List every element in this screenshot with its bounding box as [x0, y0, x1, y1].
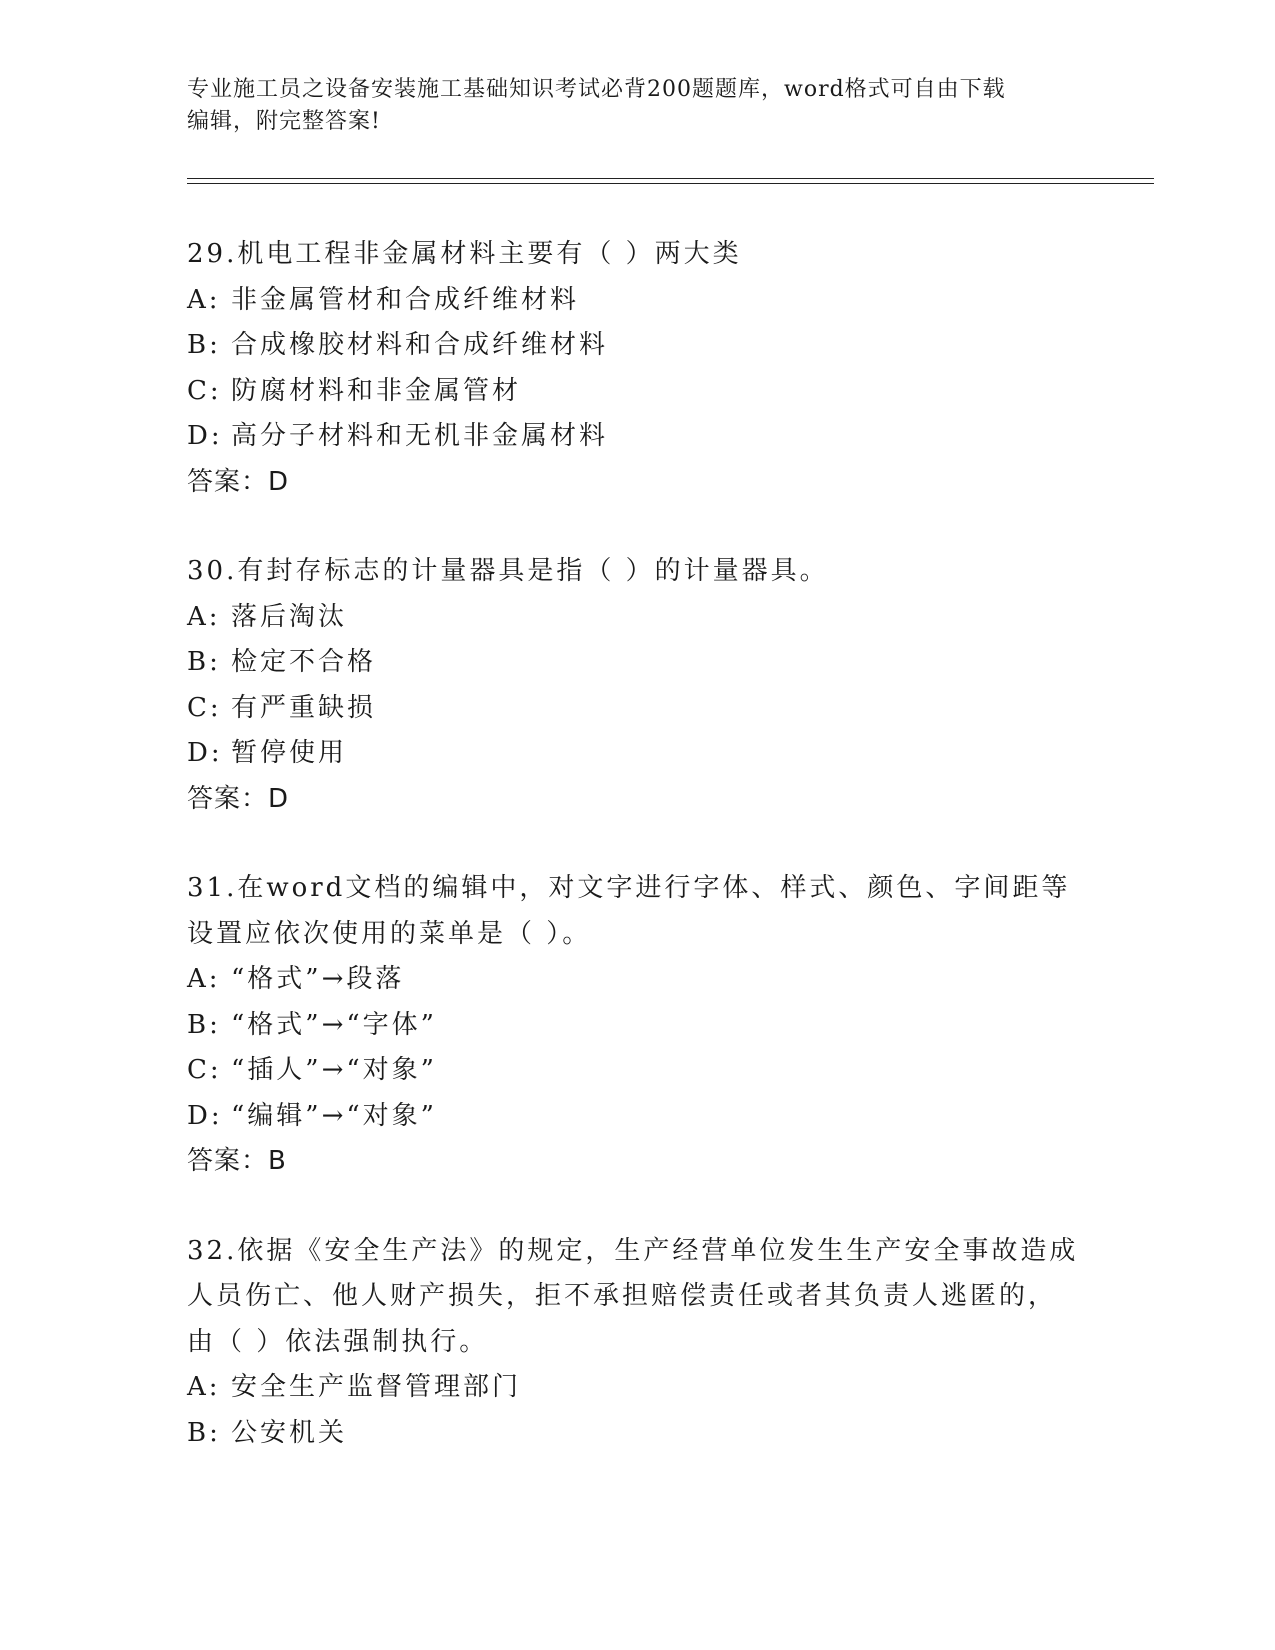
answer-option	[187, 323, 1087, 369]
option-text: 安全生产监督管理部门	[231, 1372, 522, 1402]
option-key: B:	[187, 330, 221, 360]
question-text-line: 32.依据《安全生产法》的规定，生产经营单位发生生产安全事故造成	[187, 1235, 1079, 1266]
answer-option	[187, 278, 1087, 324]
header-title-line-1: 专业施工员之设备安装施工基础知识考试必背200题题库，word格式可自由下载	[187, 77, 1006, 102]
option-key: D:	[187, 1100, 223, 1131]
option-key: D:	[187, 421, 223, 451]
answer-option	[187, 686, 1087, 732]
question-text-line: 人员伤亡、他人财产损失，拒不承担赔偿责任或者其负责人逃匿的，	[187, 1281, 1058, 1311]
option-key: A:	[187, 964, 221, 994]
question-item	[187, 866, 1087, 1185]
answer-option	[187, 369, 1087, 415]
option-text: 合成橡胶材料和合成纤维材料	[231, 330, 609, 360]
option-key: C:	[187, 375, 222, 406]
answer-option	[187, 1411, 1087, 1457]
question-item	[187, 232, 1087, 505]
answer-line: 答案：D	[187, 783, 290, 814]
question-item	[187, 1229, 1087, 1457]
option-text: 有严重缺损	[231, 692, 377, 723]
answer-option	[187, 414, 1087, 460]
option-text: 非金属管材和合成纤维材料	[231, 284, 580, 315]
option-key: D:	[187, 738, 223, 768]
answer-option	[187, 957, 1087, 1003]
option-text: “编辑”→“对象”	[231, 1100, 437, 1131]
option-text: “格式”→段落	[231, 964, 405, 994]
option-text: 公安机关	[231, 1417, 348, 1448]
option-text: 落后淘汰	[231, 601, 348, 632]
question-text-line: 30.有封存标志的计量器具是指（ ）的计量器具。	[187, 556, 829, 586]
option-text: “格式”→“字体”	[231, 1009, 437, 1040]
option-key: A:	[187, 1372, 221, 1402]
answer-option	[187, 595, 1087, 641]
answer-option	[187, 1094, 1087, 1140]
answer-option	[187, 731, 1087, 777]
answer-option	[187, 1365, 1087, 1411]
question-item	[187, 549, 1087, 822]
header-divider-top	[187, 178, 1154, 179]
answer-option	[187, 640, 1087, 686]
document-header	[187, 74, 1067, 138]
answer-option	[187, 1003, 1087, 1049]
question-text-line: 29.机电工程非金属材料主要有（ ）两大类	[187, 239, 742, 269]
question-text-line: 由（ ）依法强制执行。	[187, 1326, 489, 1357]
option-key: B:	[187, 647, 221, 677]
option-text: 高分子材料和无机非金属材料	[231, 421, 609, 451]
answer-line: 答案：D	[187, 466, 290, 497]
option-key: C:	[187, 1055, 222, 1085]
option-text: 检定不合格	[231, 647, 377, 677]
option-text: “插人”→“对象”	[231, 1055, 437, 1085]
question-list	[187, 232, 1087, 1500]
answer-line: 答案：B	[187, 1146, 287, 1176]
answer-option	[187, 1048, 1087, 1094]
question-text-line: 31.在word文档的编辑中，对文字进行字体、样式、颜色、字间距等	[187, 873, 1071, 903]
option-key: B:	[187, 1009, 221, 1040]
header-title-line-2: 编辑，附完整答案!	[187, 109, 381, 134]
option-key: A:	[187, 284, 221, 315]
option-key: C:	[187, 692, 222, 723]
option-text: 防腐材料和非金属管材	[231, 375, 522, 406]
header-divider-bottom	[187, 183, 1154, 184]
option-key: A:	[187, 601, 221, 632]
question-text-line: 设置应依次使用的菜单是（ ）。	[187, 918, 592, 949]
option-text: 暂停使用	[231, 738, 348, 768]
option-key: B:	[187, 1417, 221, 1448]
